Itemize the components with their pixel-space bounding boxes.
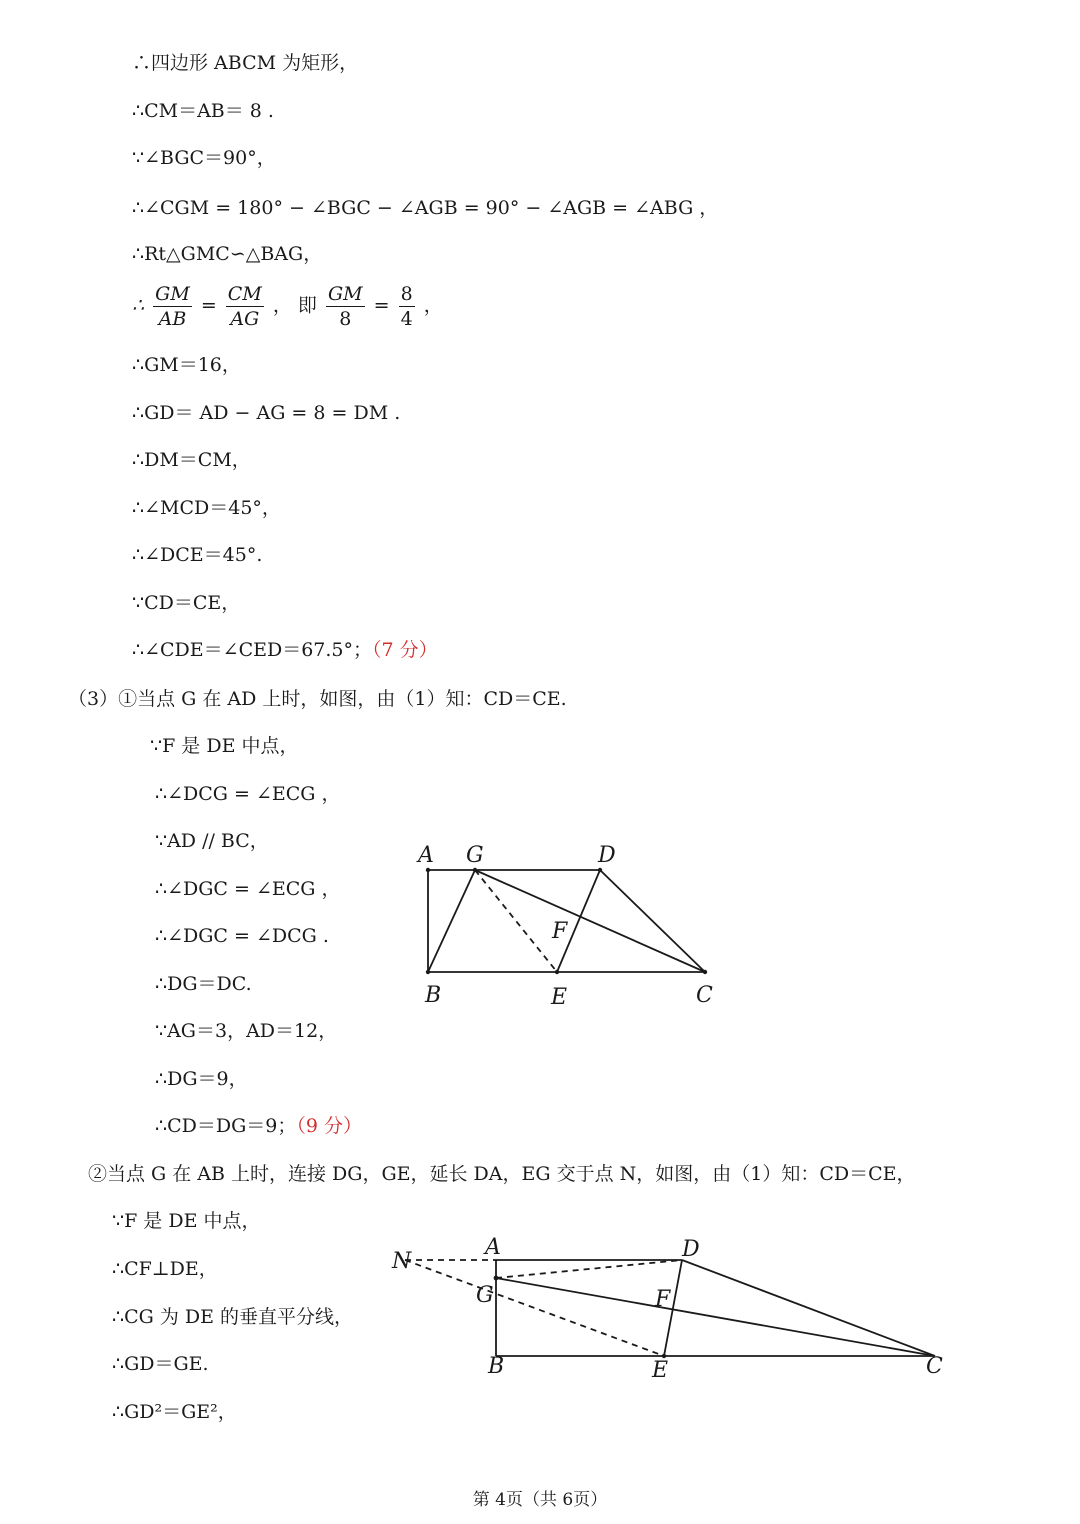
label-e: E — [652, 1358, 669, 1383]
proof-line: ∴∠CGM = 180° − ∠BGC − ∠AGB = 90° − ∠AGB = ∠ABG ， — [132, 197, 719, 219]
proof-line: ∴GD＝GE. — [112, 1353, 209, 1375]
fraction-numerator: GM — [155, 283, 190, 305]
point-dot — [473, 868, 477, 872]
proof-line: ∵F 是 DE 中点， — [112, 1210, 261, 1232]
label-d: D — [598, 843, 616, 868]
section-heading: ②当点 G 在 AB 上时，连接 DG，GE，延长 DA，EG 交于点 N，如图，由（1）知：CD＝CE， — [88, 1163, 916, 1185]
proof-line: ∵AD // BC， — [155, 830, 269, 852]
label-a: A — [418, 843, 434, 868]
proof-line: ∵∠BGC＝90°， — [132, 147, 276, 169]
segment-gc — [496, 1278, 935, 1356]
proof-line: ∴DM＝CM， — [132, 449, 251, 471]
point-dot — [426, 868, 430, 872]
label-g: G — [476, 1283, 494, 1308]
fraction-numerator: CM — [227, 283, 262, 305]
proof-line: ∴∠MCD＝45°， — [132, 497, 281, 519]
fraction-numerator: 8 — [400, 283, 413, 305]
fraction-denominator: 4 — [400, 308, 413, 330]
fraction-denominator: 8 — [339, 308, 352, 330]
label-b: B — [488, 1354, 505, 1379]
segment-ge-dashed — [475, 870, 557, 972]
proof-text: ∴∠CDE＝∠CED＝67.5°； — [132, 639, 373, 661]
proof-line: ∴Rt△GMC∽△BAG， — [132, 243, 323, 265]
fraction-denominator: AB — [158, 308, 187, 330]
segment-dc — [600, 870, 705, 972]
score-annotation: （7 分） — [372, 639, 438, 661]
fraction-connector: ， 即 — [272, 294, 317, 317]
point-dot — [598, 868, 602, 872]
fraction-prefix: ∴ — [132, 294, 145, 317]
segment-gb — [428, 870, 475, 972]
point-dot — [555, 970, 559, 974]
point-dot — [703, 970, 707, 974]
point-dot — [426, 970, 430, 974]
proof-line: ∴∠DCG = ∠ECG ， — [155, 783, 341, 805]
label-g: G — [466, 843, 484, 868]
fraction-denominator: AG — [230, 308, 260, 330]
proof-line: ∴∠DCE＝45°. — [132, 544, 263, 566]
label-a: A — [485, 1235, 501, 1260]
page-footer: 第 4页（共 6页） — [472, 1490, 608, 1510]
proof-line: ∴CG 为 DE 的垂直平分线， — [112, 1306, 354, 1328]
label-c: C — [696, 983, 713, 1008]
label-f: F — [552, 919, 568, 944]
label-e: E — [551, 985, 568, 1010]
equals-sign: = — [373, 294, 390, 317]
proof-text: ∴CD＝DG＝9； — [155, 1115, 297, 1137]
proof-line: ∴∠DGC = ∠DCG . — [155, 925, 329, 947]
segment-gc — [475, 870, 705, 972]
proof-line: ∴GD²＝GE²， — [112, 1401, 237, 1423]
fraction-end: ， — [423, 294, 443, 317]
equals-sign: = — [200, 294, 217, 317]
label-b: B — [425, 983, 442, 1008]
point-dot — [494, 1276, 499, 1281]
proof-line: ∵F 是 DE 中点， — [150, 735, 299, 757]
proof-line: ∴DG＝9， — [155, 1068, 248, 1090]
score-annotation: （9 分） — [296, 1115, 362, 1137]
proof-line: ∵CD＝CE， — [132, 592, 241, 614]
segment-gd-dashed — [496, 1260, 682, 1278]
label-f: F — [655, 1287, 671, 1312]
proof-line: ∴CF⊥DE， — [112, 1258, 218, 1280]
proof-line: ∴∠DGC = ∠ECG ， — [155, 878, 341, 900]
label-d: D — [682, 1237, 700, 1262]
fraction-numerator: GM — [327, 283, 363, 305]
label-n: N — [392, 1249, 412, 1274]
proof-line: ∴CM＝AB＝ 8 . — [132, 100, 274, 122]
proof-line: ∴四边形 ABCM 为矩形， — [132, 52, 359, 74]
proof-line: ∵AG＝3，AD＝12， — [155, 1020, 338, 1042]
proof-line: ∴GM＝16， — [132, 354, 241, 376]
proof-line: ∴GD＝ AD − AG = 8 = DM . — [132, 402, 401, 424]
label-c: C — [926, 1354, 943, 1379]
proof-line: ∴DG＝DC. — [155, 973, 252, 995]
segment-dc — [682, 1260, 935, 1356]
section-heading: （3）①当点 G 在 AD 上时，如图，由（1）知：CD＝CE. — [68, 688, 567, 710]
